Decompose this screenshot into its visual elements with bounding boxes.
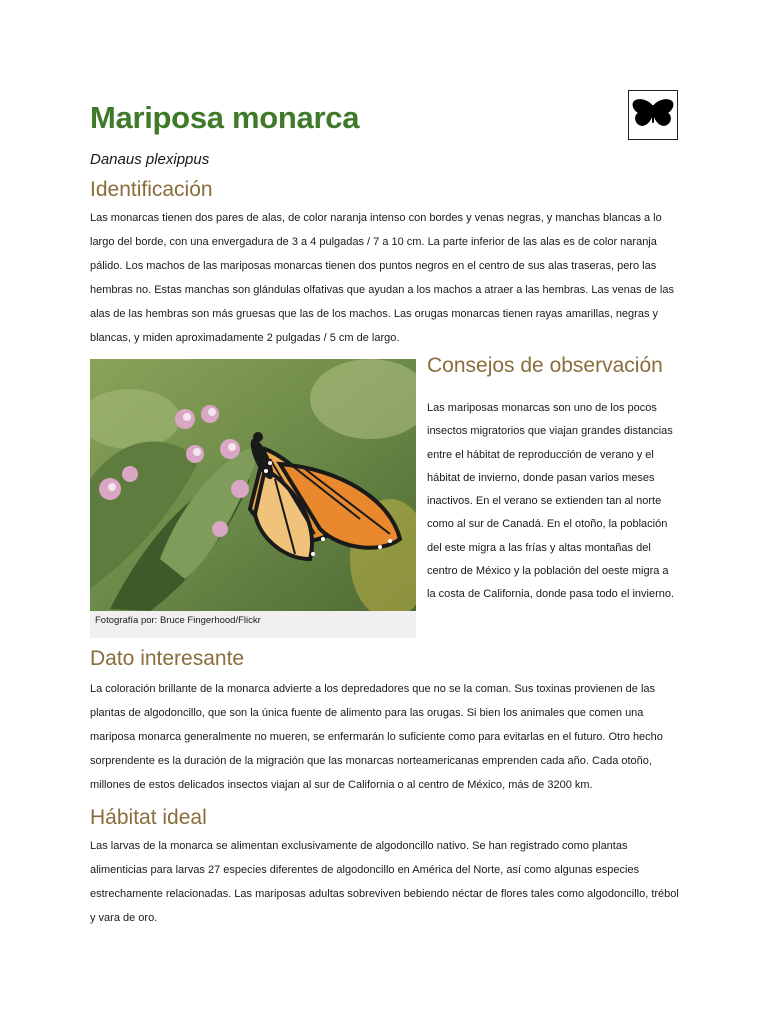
viewing-tips-text: Las mariposas monarcas son uno de los pocos insectos migratorios que viajan grandes distancias entre el hábitat de reproducción de verano y el hábitat de invierno, donde pasan varios meses inactivos. En el verano se extienden tan al norte como al sur de Canadá. En el otoño, la población del este migra a las frías y altas montañas del centro de México y la población del oeste migra a la costa de California, donde pasa todo el invierno.	[427, 402, 675, 601]
photo-caption: Fotografía por: Bruce Fingerhood/Flickr	[90, 611, 416, 638]
scientific-name: Danaus plexippus	[90, 151, 210, 168]
heading-habitat: Hábitat ideal	[90, 806, 207, 829]
fun-fact-text: La coloración brillante de la monarca advierte a los depredadores que no se la coman. Sus toxinas provienen de las plantas de algodoncillo, que son la única fuente de alimento para las orugas. Si bien los animales que comen una mariposa monarca generalmente no mueren, se enfermarán lo suficiente como para evitarlas en el futuro. Otro hecho sorprendente es la duración de la migración que las monarcas norteamericanas emprenden cada año. Cada otoño, millones de estos delicados insectos viajan al sur de California o al centro de México, más de 3200 km.	[90, 683, 663, 791]
heading-identification: Identificación	[90, 178, 213, 201]
page-title: Mariposa monarca	[90, 100, 360, 135]
monarch-photo	[90, 359, 416, 611]
heading-viewing-tips: Consejos de observación	[427, 354, 663, 377]
logo	[628, 90, 678, 140]
heading-fun-fact: Dato interesante	[90, 647, 245, 670]
habitat-text: Las larvas de la monarca se alimentan exclusivamente de algodoncillo nativo. Se han registrado como plantas alimenticias para larvas 27 especies diferentes de algodoncillo en América del Norte, así como algunas especies estrechamente relacionadas. Las mariposas adultas sobreviven bebiendo néctar de flores tales como algodoncillo, trébol y vara de oro.	[90, 840, 679, 924]
identification-text: Las monarcas tienen dos pares de alas, de color naranja intenso con bordes y venas negras, y manchas blancas a lo largo del borde, con una envergadura de 3 a 4 pulgadas / 7 a 10 cm. La parte inferior de las alas es de color naranja pálido. Los machos de las mariposas monarcas tienen dos puntos negros en el centro de sus alas traseras, pero las hembras no. Estas manchas son glándulas olfativas que ayudan a los machos a atraer a las hembras. Las venas de las alas de las hembras son más gruesas que las de los machos. Las orugas monarcas tienen rayas amarillas, negras y blancas, y miden aproximadamente 2 pulgadas / 5 cm de largo.	[90, 212, 674, 344]
butterfly-icon	[631, 98, 675, 132]
monarch-photo-illustration	[90, 359, 416, 611]
